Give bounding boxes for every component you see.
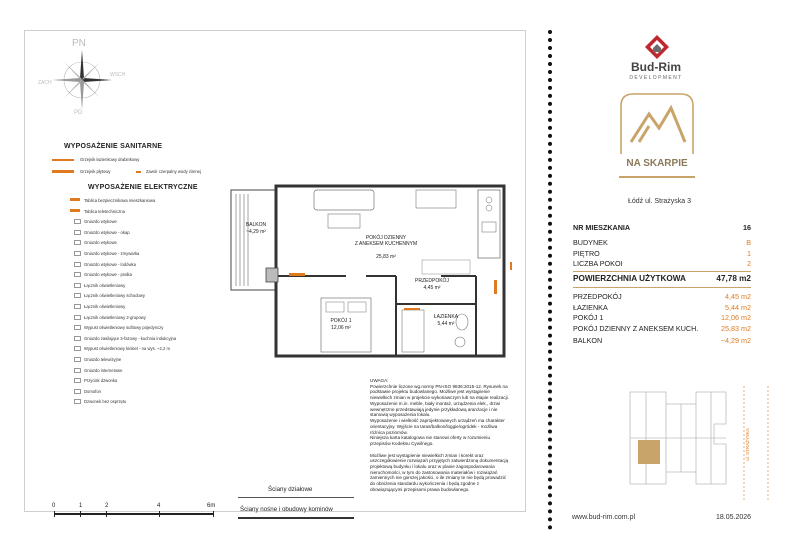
legend-item bbox=[84, 251, 139, 256]
legend-item bbox=[84, 336, 176, 341]
electrical-symbol-icon bbox=[74, 357, 81, 362]
scale-bar-tick bbox=[106, 511, 107, 517]
load-bearing-wall-swatch bbox=[238, 517, 354, 519]
area-label: POKÓJ 1 bbox=[573, 313, 604, 322]
electrical-symbol-icon bbox=[74, 378, 81, 383]
legend-item bbox=[84, 293, 145, 298]
legend-sanitary-title: WYPOSAŻENIE SANITARNE bbox=[64, 143, 163, 150]
area-label: POKÓJ DZIENNY Z ANEKSEM KUCH. bbox=[573, 323, 699, 333]
project-name: NA SKARPIE bbox=[626, 158, 688, 169]
partition-wall-label: Ściany działowe bbox=[268, 486, 313, 493]
legend-label: Grzejnik łazienkowy drabinkowy bbox=[80, 157, 140, 162]
info-label: BUDYNEK bbox=[573, 238, 608, 247]
electrical-symbol-icon bbox=[74, 346, 81, 351]
room-name: POKÓJ DZIENNY Z ANEKSEM KUCHENNYM bbox=[354, 234, 418, 247]
electrical-symbol-icon bbox=[74, 230, 81, 235]
info-label: PIĘTRO bbox=[573, 248, 600, 258]
area-row bbox=[573, 303, 751, 312]
site-plan bbox=[626, 384, 776, 504]
legend-label: Domofon bbox=[84, 388, 101, 394]
scale-bar-line bbox=[54, 513, 214, 515]
notes-line: podstawie projektu budowlanego. Możliwe jest wystąpienie bbox=[370, 389, 490, 395]
info-row bbox=[573, 238, 751, 247]
room-area: 12,06 m² bbox=[331, 324, 351, 331]
apartment-number-value: 16 bbox=[743, 223, 751, 232]
legend-item bbox=[84, 219, 117, 224]
address: Łódź ul. Strażyska 3 bbox=[628, 198, 692, 205]
legend-label: Gniazdo zasilające 3-fazowy - kuchnia indukcyjna bbox=[84, 335, 177, 341]
electrical-symbol-icon bbox=[74, 399, 81, 404]
legend-label: Grzejnik płytowy bbox=[80, 169, 111, 174]
legend-electrical-title: WYPOSAŻENIE ELEKTRYCZNE bbox=[88, 184, 198, 191]
notes-line: orientacyjny. Wyjście na taras/balkon/loggie/ogródek - możliwa bbox=[370, 423, 498, 429]
scale-label-0: 0 bbox=[52, 503, 56, 509]
area-label: PRZEDPOKÓJ bbox=[573, 292, 622, 301]
notes-line: Wyposażenie m.in. meble, biały montaż, urządzenia elek., drzwi bbox=[370, 400, 501, 406]
compass-east: WSCH bbox=[110, 72, 126, 78]
notes-line: projektową budynku i lokalu oraz w planie zagospodarowania bbox=[370, 463, 495, 469]
legend-item bbox=[84, 283, 125, 288]
legend-item bbox=[84, 240, 117, 245]
legend-label: Gniazdo wtykowe - pralka bbox=[84, 272, 132, 278]
info-row bbox=[573, 259, 751, 268]
legend-item bbox=[84, 357, 121, 362]
legend-label: Gniazdo wtykowe - zmywarka bbox=[84, 251, 140, 256]
brand-name: Bud-Rim bbox=[631, 60, 681, 74]
legend-label: Gniazdo wtykowe bbox=[84, 219, 117, 225]
room-przedpokoj bbox=[402, 278, 462, 291]
compass-north: PN bbox=[72, 38, 86, 49]
electrical-symbol-icon bbox=[70, 198, 80, 201]
legend-item bbox=[80, 157, 139, 162]
legend-item bbox=[84, 389, 101, 394]
area-value: 5,44 m2 bbox=[725, 302, 751, 312]
scale-bar-tick bbox=[80, 511, 81, 517]
scale-label-1: 1 bbox=[79, 503, 83, 509]
notes-line: Niniejsza karta katalogowa nie stanowi oferty w rozumieniu bbox=[370, 435, 491, 441]
room-name: PRZEDPOKÓJ bbox=[415, 278, 449, 284]
scale-bar-tick bbox=[213, 511, 214, 517]
room-pokoj-dzienny bbox=[336, 228, 436, 267]
street-label: ul. STRAŻYSKA bbox=[744, 428, 750, 461]
notes-line: nieruchomości, w tym do zastosowania materiałów i rozwiązań bbox=[370, 469, 498, 475]
electrical-symbol-icon bbox=[74, 315, 81, 320]
usable-area-value: 47,78 m2 bbox=[716, 274, 751, 283]
legend-label: Łącznik oświetleniowy bbox=[84, 304, 126, 309]
notes-line: niewielkich zmian w projekcie wykonawczym lub na etapie realizacji. bbox=[370, 395, 509, 401]
legend-label: Łącznik oświetleniowy schodowy bbox=[84, 293, 145, 299]
legend-label: Wypust oświetleniowy sufitowy pojedynczy bbox=[84, 325, 164, 331]
electrical-symbol-icon bbox=[74, 283, 81, 288]
electrical-symbol-icon bbox=[74, 272, 81, 277]
info-label: LICZBA POKOI bbox=[573, 259, 623, 268]
legend-item bbox=[84, 230, 130, 235]
legend-item bbox=[80, 169, 110, 174]
area-row bbox=[573, 313, 751, 322]
legend-item bbox=[84, 315, 146, 320]
area-row bbox=[573, 292, 751, 301]
electrical-symbol-icon bbox=[74, 336, 81, 341]
notes-line: do obniżenia standardu wykończenia i będą zgodne z bbox=[370, 481, 480, 487]
scale-label-6: 6m bbox=[207, 503, 216, 509]
electrical-symbol-icon bbox=[74, 251, 81, 256]
electrical-symbol-icon bbox=[74, 304, 81, 309]
notes-line: Powierzchnie liczone wg.normy PN-ISO 9836:2015-12. Rysunek na bbox=[370, 383, 508, 389]
area-row bbox=[573, 324, 751, 333]
room-name: BALKON bbox=[245, 222, 267, 228]
legend-item bbox=[84, 368, 122, 373]
room-area: 25,83 m² bbox=[376, 254, 396, 260]
legend-label: Gniazdo wtykowe bbox=[84, 240, 117, 246]
area-rows bbox=[573, 292, 751, 337]
footer-date: 18.05.2026 bbox=[716, 514, 752, 521]
electrical-symbol-icon bbox=[74, 368, 81, 373]
apartment-highlight bbox=[638, 440, 660, 464]
legend-item bbox=[146, 169, 201, 174]
legend-label: Tablica bezpiecznikowa mieszkaniowa bbox=[84, 198, 156, 203]
project-logo bbox=[619, 92, 695, 192]
info-divider bbox=[573, 271, 751, 272]
compass bbox=[40, 38, 124, 122]
legend-label: Tablica teletechniczna bbox=[84, 208, 125, 214]
notes-line: zamiennych nie gorszej jakości, o ile zmiany te nie będą prowadzić bbox=[370, 475, 507, 481]
legend-label: Gniazdo telewizyjne bbox=[84, 357, 122, 362]
legend-item bbox=[84, 304, 125, 309]
room-name: POKÓJ 1 bbox=[330, 318, 352, 324]
notes-line: uszczegółowienie rozwiązań przyjętych zatwierdzoną dokumentacją bbox=[370, 458, 509, 464]
legend-item bbox=[84, 325, 163, 330]
legend-label: Gniazdo wtykowe - okap bbox=[84, 229, 130, 235]
area-value: 25,83 m2 bbox=[721, 323, 751, 333]
brand-logo bbox=[610, 34, 700, 94]
room-area: 5,44 m² bbox=[437, 320, 455, 327]
scale-label-4: 4 bbox=[157, 503, 161, 509]
info-rows bbox=[573, 238, 751, 278]
notes-line: stanowią wyposażenia lokalu. bbox=[370, 412, 431, 418]
na-skarpie-logo-icon bbox=[619, 92, 695, 156]
scale-bar bbox=[54, 503, 224, 523]
usable-area-label: POWIERZCHNIA UŻYTKOWA bbox=[573, 274, 686, 283]
balcony-row bbox=[573, 336, 751, 345]
partition-wall-swatch bbox=[238, 497, 354, 498]
project-frame-bottom bbox=[619, 176, 695, 178]
legend-item bbox=[84, 378, 117, 383]
legend-item bbox=[84, 346, 170, 351]
area-value: 4,45 m2 bbox=[725, 292, 751, 301]
bud-rim-logo-icon bbox=[644, 34, 670, 60]
scale-bar-tick bbox=[159, 511, 160, 517]
legend-item bbox=[84, 399, 126, 404]
legend-label: Dzwonek bez osprzętu bbox=[84, 399, 127, 405]
legend-item bbox=[84, 262, 136, 267]
info-value: 2 bbox=[747, 259, 751, 268]
notes bbox=[370, 378, 542, 493]
dotted-separator bbox=[548, 30, 552, 530]
balcony-label: BALKON bbox=[573, 336, 603, 345]
panel-radiator-icon bbox=[52, 170, 74, 173]
legend-item bbox=[84, 272, 132, 277]
ladder-radiator-icon bbox=[52, 159, 74, 161]
legend-label: Gniazdo wtykowe - lodówka bbox=[84, 261, 136, 267]
apartment-number-row bbox=[573, 223, 751, 232]
electrical-symbol-icon bbox=[74, 262, 81, 267]
legend-label: Łącznik oświetleniowy bbox=[84, 282, 126, 288]
load-bearing-wall-label: Ściany nośne i obudowy kominów bbox=[240, 506, 333, 513]
electrical-symbol-icon bbox=[74, 240, 81, 245]
balcony-value: ~4,29 m2 bbox=[720, 336, 751, 345]
notes-line: przepisów Kodeksu Cywilnego. bbox=[370, 441, 434, 447]
legend-label: Gniazdo internetowe bbox=[84, 367, 123, 373]
room-name: ŁAZIENKA bbox=[433, 314, 459, 320]
legend-label: Zawór czerpalny wody zimnej bbox=[146, 169, 201, 174]
info-divider bbox=[573, 287, 751, 288]
notes-heading: UWAGA: bbox=[370, 378, 389, 383]
notes-line: Możliwe jest wystąpienie niewielkich zmian i korekt oraz bbox=[370, 452, 484, 458]
room-balkon bbox=[234, 222, 278, 235]
floor-plan-drawing bbox=[226, 180, 526, 360]
scale-label-2: 2 bbox=[105, 503, 109, 509]
compass-west: ZACH bbox=[38, 80, 52, 86]
legend-label: Łącznik oświetleniowy 2-grupowy bbox=[84, 314, 146, 320]
room-area: ~4,29 m² bbox=[246, 228, 266, 235]
notes-line: obowiązującymi przepisami prawa budowlanego. bbox=[370, 486, 470, 492]
electrical-symbol-icon bbox=[74, 219, 81, 224]
compass-south: PD bbox=[74, 110, 83, 116]
area-label: ŁAZIENKA bbox=[573, 302, 608, 312]
floor-plan bbox=[226, 180, 526, 360]
info-value: B bbox=[746, 238, 751, 247]
scale-bar-tick bbox=[54, 511, 55, 517]
cold-water-valve-icon bbox=[136, 171, 141, 173]
room-area: 4,45 m² bbox=[423, 284, 441, 291]
footer-url: www.bud-rim.com.pl bbox=[572, 514, 636, 521]
legend-item bbox=[84, 209, 125, 214]
area-value: 12,06 m2 bbox=[721, 313, 751, 322]
electrical-symbol-icon bbox=[74, 389, 81, 394]
info-row bbox=[573, 249, 751, 258]
electrical-symbol-icon bbox=[74, 325, 81, 330]
legend-item bbox=[84, 198, 155, 203]
electrical-symbol-icon bbox=[70, 209, 80, 212]
info-value: 1 bbox=[747, 248, 751, 258]
usable-area-row bbox=[573, 274, 751, 283]
notes-line: Wyposażenie i wielkość zaprojektowanych urządzeń ma charakter bbox=[370, 418, 505, 424]
legend-label: Przycisk dzwonka bbox=[84, 378, 118, 384]
room-lazienka bbox=[416, 314, 476, 327]
notes-line: wewnętrzne przedstawiają jedynie przykładową aranżacje i nie bbox=[370, 406, 498, 412]
brand-sub: DEVELOPMENT bbox=[629, 75, 683, 81]
room-pokoj1 bbox=[316, 318, 366, 331]
apartment-number-label: NR MIESZKANIA bbox=[573, 223, 631, 232]
legend-label: Wypust oświetleniowy kinkiet - na wys. ~2,2 m bbox=[84, 346, 170, 352]
electrical-symbol-icon bbox=[74, 293, 81, 298]
notes-line: różnica poziomów. bbox=[370, 429, 408, 435]
